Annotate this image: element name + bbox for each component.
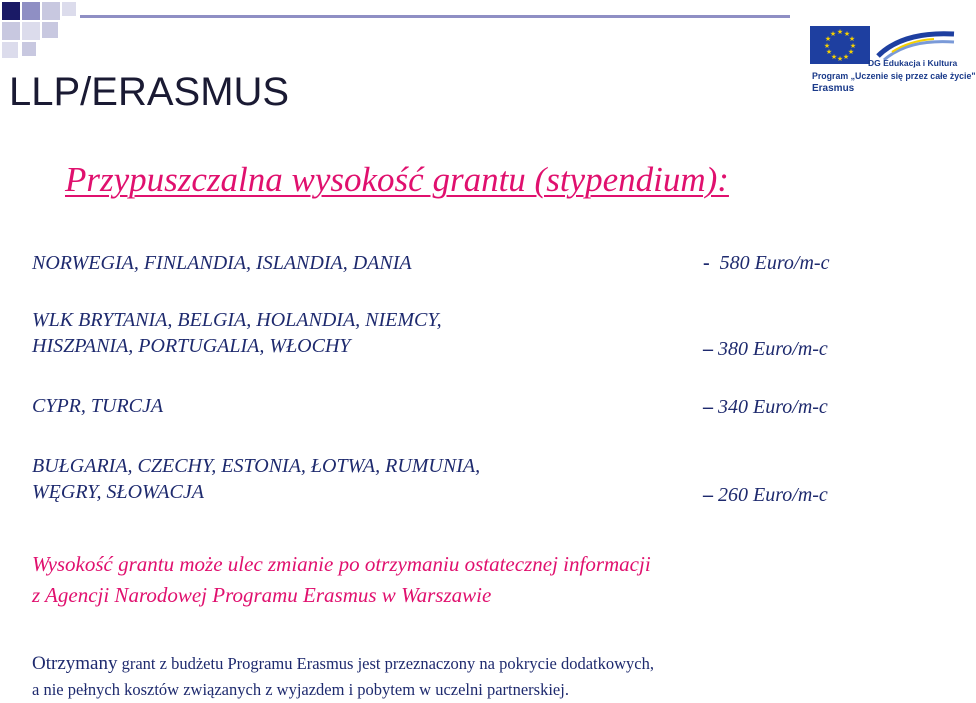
svg-text:★: ★ (843, 30, 851, 38)
row-countries-4 (32, 453, 480, 505)
amount-value: 380 Euro/m-c (718, 338, 828, 360)
notice-line-2: z Agencji Narodowej Programu Erasmus w Warszawie (32, 583, 492, 607)
row-countries-2 (32, 307, 442, 359)
country-line: WLK BRYTANIA, BELGIA, HOLANDIA, NIEMCY, (32, 309, 442, 331)
footer-first-word: Otrzymany (32, 653, 118, 674)
svg-text:★: ★ (823, 42, 831, 50)
svg-text:★: ★ (829, 30, 837, 38)
country-line: NORWEGIA, FINLANDIA, ISLANDIA, DANIA (32, 252, 412, 274)
country-line: HISZPANIA, PORTUGALIA, WŁOCHY (32, 335, 351, 357)
row-amount-4 (703, 484, 828, 507)
grant-notice (32, 549, 651, 611)
amount-value: 340 Euro/m-c (718, 396, 828, 418)
row-countries-3 (32, 393, 163, 419)
svg-text:★: ★ (824, 35, 832, 43)
country-line: BUŁGARIA, CZECHY, ESTONIA, ŁOTWA, RUMUNIA, (32, 455, 481, 477)
logo-line-program: Program „Uczenie się przez całe życie" (812, 71, 976, 81)
footer-line-1: grant z budżetu Programu Erasmus jest przeznaczony na pokrycie dodatkowych, (117, 654, 655, 673)
svg-text:★: ★ (842, 53, 850, 61)
row-amount-1 (703, 252, 829, 275)
logo-line-dg: DG Edukacja i Kultura (868, 58, 958, 68)
svg-text:★: ★ (825, 48, 833, 56)
grant-subtitle: Przypuszczalna wysokość grantu (stypendium): (65, 160, 729, 199)
svg-text:★: ★ (836, 28, 844, 36)
eu-flag-icon (810, 26, 870, 64)
amount-value: 260 Euro/m-c (718, 484, 828, 506)
amount-value: 580 Euro/m-c (719, 252, 830, 274)
erasmus-logo (808, 26, 976, 98)
footer-note (32, 651, 654, 703)
country-line: CYPR, TURCJA (32, 395, 164, 417)
svg-text:★: ★ (847, 48, 855, 56)
row-amount-2 (703, 338, 828, 361)
country-line: WĘGRY, SŁOWACJA (32, 481, 204, 503)
amount-dash: - (703, 252, 710, 274)
decorative-squares (0, 0, 80, 60)
page-title: LLP/ERASMUS (9, 70, 290, 114)
svg-text:★: ★ (848, 35, 856, 43)
footer-line-2: a nie pełnych kosztów związanych z wyjazdem i pobytem w uczelni partnerskiej. (32, 680, 569, 699)
notice-line-1: Wysokość grantu może ulec zmianie po otrzymaniu ostatecznej informacji (32, 552, 651, 576)
svg-text:★: ★ (836, 55, 844, 63)
header-rule (80, 15, 790, 18)
svg-text:★: ★ (830, 53, 838, 61)
svg-text:★: ★ (849, 42, 857, 50)
amount-dash: – (703, 338, 713, 360)
logo-line-erasmus: Erasmus (812, 83, 855, 94)
row-countries-1 (32, 250, 412, 276)
row-amount-3 (703, 396, 828, 419)
amount-dash: – (703, 484, 713, 506)
amount-dash: – (703, 396, 713, 418)
